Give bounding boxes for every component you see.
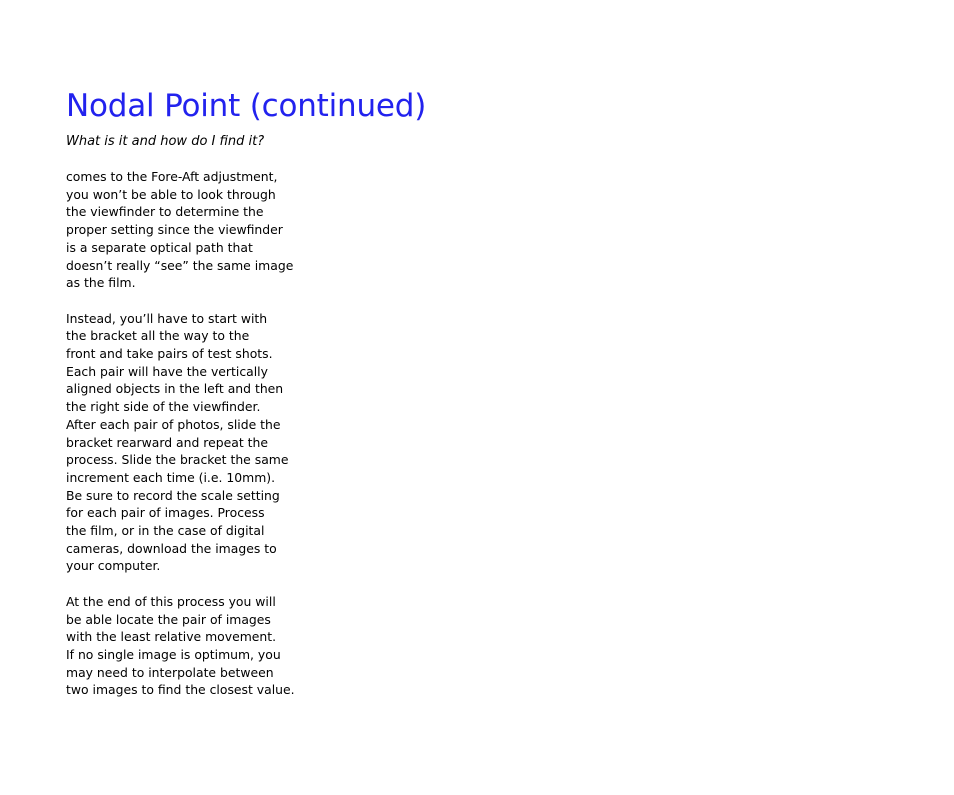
- text-line: aligned objects in the left and then: [66, 381, 284, 397]
- paragraph-1: [66, 168, 366, 292]
- text-line: the film, or in the case of digital: [66, 523, 265, 539]
- text-line: Each pair will have the vertically: [66, 363, 268, 379]
- paragraph-3: [66, 593, 366, 699]
- text-line: is a separate optical path that: [66, 239, 253, 255]
- text-line: you won’t be able to look through: [66, 186, 276, 202]
- text-line: may need to interpolate between: [66, 664, 274, 680]
- text-line: If no single image is optimum, you: [66, 646, 281, 662]
- text-line: the bracket all the way to the: [66, 328, 250, 344]
- text-line: as the film.: [66, 275, 136, 291]
- text-line: doesn’t really “see” the same image: [66, 257, 294, 273]
- text-line: two images to find the closest value.: [66, 682, 295, 698]
- text-line: proper setting since the viewfinder: [66, 222, 283, 238]
- text-line: the viewfinder to determine the: [66, 204, 264, 220]
- text-line: comes to the Fore-Aft adjustment,: [66, 169, 278, 184]
- text-line: Be sure to record the scale setting: [66, 487, 280, 503]
- text-line: bracket rearward and repeat the: [66, 434, 268, 450]
- text-line: be able locate the pair of images: [66, 611, 271, 627]
- slide-content: [66, 84, 427, 717]
- text-line: After each pair of photos, slide the: [66, 416, 281, 432]
- page-subtitle: What is it and how do I find it?: [66, 134, 265, 149]
- text-line: for each pair of images. Process: [66, 505, 265, 521]
- page-title: Nodal Point (continued): [66, 88, 427, 124]
- text-line: your computer.: [66, 558, 161, 574]
- text-line: Instead, you’ll have to start with: [66, 310, 268, 326]
- paragraph-2: [66, 310, 366, 576]
- text-line: increment each time (i.e. 10mm).: [66, 469, 276, 485]
- text-line: with the least relative movement.: [66, 629, 277, 645]
- text-line: process. Slide the bracket the same: [66, 452, 289, 468]
- text-line: At the end of this process you will: [66, 593, 276, 609]
- text-line: cameras, download the images to: [66, 540, 277, 556]
- text-line: the right side of the viewfinder.: [66, 399, 261, 415]
- body-text: [66, 168, 366, 699]
- text-line: front and take pairs of test shots.: [66, 346, 273, 362]
